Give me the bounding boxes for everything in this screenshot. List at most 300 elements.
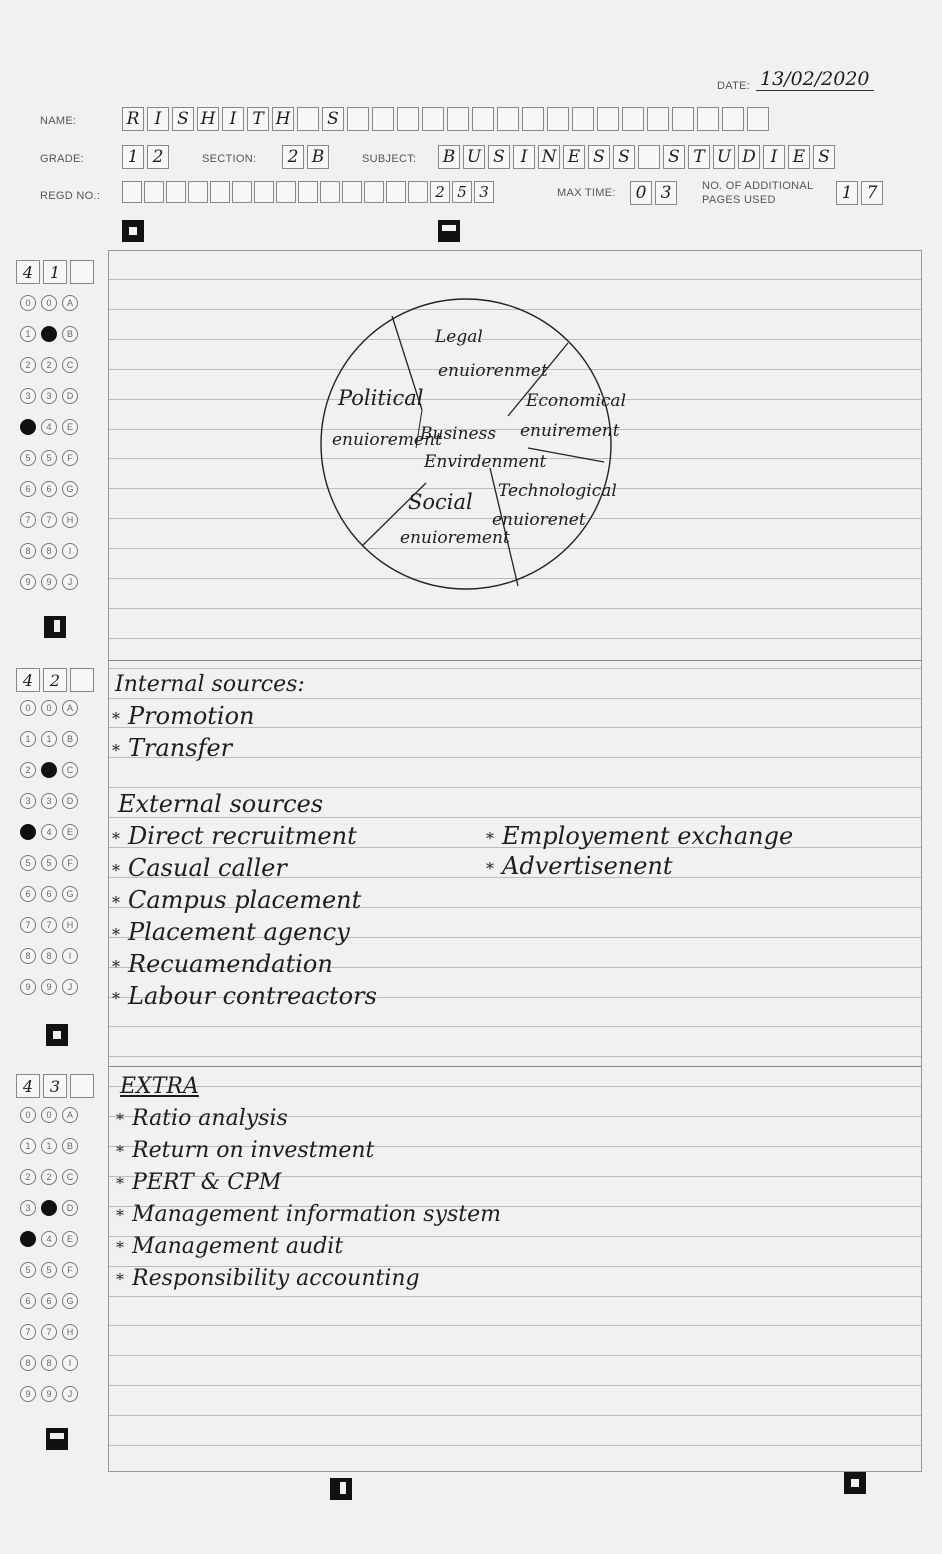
char-box: S	[172, 107, 194, 131]
char-box: S	[613, 145, 635, 169]
bubble-row	[20, 785, 83, 816]
answer-bubble[interactable]: 6	[20, 1293, 36, 1309]
date-label: DATE:	[717, 80, 751, 92]
answer-bubble[interactable]: 5	[41, 855, 57, 871]
answer-bubble[interactable]: 7	[41, 1324, 57, 1340]
answer-bubble[interactable]: 3	[41, 793, 57, 809]
answer-bubble[interactable]: 7	[41, 512, 57, 528]
char-box: 2	[147, 145, 169, 169]
answer-bubble[interactable]: 7	[20, 512, 36, 528]
bubble-row	[20, 349, 83, 380]
ruled-line	[109, 608, 921, 609]
bubble-row	[20, 318, 83, 349]
char-box: H	[197, 107, 219, 131]
answer-bubble[interactable]: 3	[20, 388, 36, 404]
segment-political-2: enuiorement	[332, 430, 442, 450]
answer-bubble[interactable]: J	[62, 574, 78, 590]
answer-bubble[interactable]: 0	[20, 295, 36, 311]
list-item-text: Ratio analysis	[132, 1106, 288, 1131]
answer-bubble[interactable]: 6	[41, 1293, 57, 1309]
answer-bubble[interactable]: 1	[41, 326, 57, 342]
list-item-text: Promotion	[128, 702, 255, 730]
bullet-star: *	[112, 925, 120, 944]
bubble-row	[20, 816, 83, 847]
char-box	[70, 1074, 94, 1098]
answer-bubble[interactable]: I	[62, 543, 78, 559]
char-box: D	[738, 145, 760, 169]
answer-bubble[interactable]: 5	[20, 450, 36, 466]
additional-pages-boxes	[836, 181, 886, 205]
ruled-line	[109, 698, 921, 699]
center-label-2: Envirdenment	[424, 452, 547, 472]
char-box: 1	[43, 260, 67, 284]
answer-bubble[interactable]: 1	[20, 731, 36, 747]
answer-bubble[interactable]: 8	[41, 543, 57, 559]
answer-bubble[interactable]: 2	[41, 762, 57, 778]
answer-bubble[interactable]: 6	[20, 481, 36, 497]
answer-bubble[interactable]: H	[62, 512, 78, 528]
char-box: 4	[16, 260, 40, 284]
segment-technological-1: Technological	[498, 481, 617, 501]
question-divider	[108, 660, 922, 661]
answer-bubble[interactable]: J	[62, 1386, 78, 1402]
list-item	[112, 702, 255, 730]
external-sources-heading: External sources	[118, 790, 324, 818]
char-box: N	[538, 145, 560, 169]
bullet-star: *	[112, 709, 120, 728]
answer-bubble[interactable]: J	[62, 979, 78, 995]
list-item	[486, 822, 793, 850]
char-box: U	[463, 145, 485, 169]
bubble-row	[20, 1192, 83, 1223]
segment-technological-2: enuiorenet	[492, 510, 586, 530]
char-box: S	[663, 145, 685, 169]
answer-bubble[interactable]: 8	[41, 948, 57, 964]
char-box: I	[763, 145, 785, 169]
answer-bubble[interactable]: B	[62, 1138, 78, 1154]
answer-bubble[interactable]: 7	[20, 1324, 36, 1340]
char-box	[232, 181, 252, 203]
ruled-line	[109, 1086, 921, 1087]
answer-bubble[interactable]: 2	[41, 1169, 57, 1185]
char-box	[297, 107, 319, 131]
answer-bubble[interactable]: 2	[41, 357, 57, 373]
bubble-row	[20, 1254, 83, 1285]
char-box: 4	[16, 1074, 40, 1098]
answer-bubble[interactable]: 6	[41, 886, 57, 902]
list-item-text: Direct recruitment	[128, 822, 357, 850]
segment-social-2: enuiorement	[400, 528, 510, 548]
char-box: S	[322, 107, 344, 131]
bubble-row	[20, 442, 83, 473]
segment-economical-1: Economical	[526, 391, 626, 411]
question-number-boxes	[16, 260, 97, 284]
answer-bubble[interactable]: 5	[20, 855, 36, 871]
answer-bubble[interactable]: D	[62, 1200, 78, 1216]
segment-political-1: Political	[338, 386, 424, 410]
answer-bubble[interactable]: 6	[41, 481, 57, 497]
answer-bubble[interactable]: E	[62, 1231, 78, 1247]
answer-bubble[interactable]: 1	[20, 326, 36, 342]
bullet-star: *	[112, 741, 120, 760]
bullet-star: *	[116, 1270, 124, 1289]
char-box	[342, 181, 362, 203]
list-item	[116, 1202, 501, 1227]
ruled-line	[109, 1385, 921, 1386]
answer-bubble[interactable]: 1	[20, 1138, 36, 1154]
char-box	[572, 107, 594, 131]
registration-marker	[844, 1472, 866, 1494]
answer-bubble[interactable]: C	[62, 1169, 78, 1185]
list-item-text: Campus placement	[128, 886, 362, 914]
answer-bubble[interactable]: 9	[20, 574, 36, 590]
name-boxes	[122, 107, 772, 131]
list-item	[116, 1170, 281, 1195]
answer-bubble[interactable]: 9	[41, 574, 57, 590]
answer-bubble[interactable]: 9	[41, 1386, 57, 1402]
answer-bubble[interactable]: 7	[41, 917, 57, 933]
answer-bubble[interactable]: C	[62, 357, 78, 373]
bubble-row	[20, 971, 83, 1002]
answer-bubble[interactable]: 0	[41, 295, 57, 311]
bubble-row	[20, 754, 83, 785]
answer-bubble[interactable]: 3	[41, 1200, 57, 1216]
date-value: 13/02/2020	[756, 68, 874, 91]
registration-marker	[44, 616, 66, 638]
ruled-line	[109, 668, 921, 669]
regd-boxes	[122, 181, 496, 203]
addl-label-2: PAGES USED	[702, 194, 776, 206]
char-box	[647, 107, 669, 131]
bubble-row	[20, 847, 83, 878]
char-box	[447, 107, 469, 131]
answer-bubble[interactable]: 5	[41, 1262, 57, 1278]
registration-marker	[46, 1024, 68, 1046]
char-box	[597, 107, 619, 131]
answer-bubble[interactable]: 0	[41, 700, 57, 716]
internal-sources-heading: Internal sources:	[115, 672, 305, 697]
list-item-text: Management information system	[132, 1202, 502, 1227]
char-box: 4	[16, 668, 40, 692]
bubble-row	[20, 473, 83, 504]
char-box	[472, 107, 494, 131]
answer-bubble[interactable]: 0	[20, 700, 36, 716]
answer-bubble[interactable]: C	[62, 762, 78, 778]
answer-bubble[interactable]: I	[62, 1355, 78, 1371]
list-item-text: Employement exchange	[502, 822, 794, 850]
char-box: H	[272, 107, 294, 131]
char-box	[372, 107, 394, 131]
char-box	[320, 181, 340, 203]
char-box	[622, 107, 644, 131]
answer-bubble[interactable]: 4	[20, 419, 36, 435]
list-item-text: Responsibility accounting	[132, 1266, 420, 1291]
registration-marker	[122, 220, 144, 242]
answer-bubble[interactable]: A	[62, 295, 78, 311]
answer-bubble[interactable]: 4	[20, 824, 36, 840]
answer-bubble[interactable]: F	[62, 1262, 78, 1278]
char-box	[722, 107, 744, 131]
answer-bubble[interactable]: 8	[20, 543, 36, 559]
list-item-text: PERT & CPM	[132, 1170, 282, 1195]
char-box: T	[247, 107, 269, 131]
bubble-row	[20, 940, 83, 971]
answer-bubble[interactable]: 1	[41, 731, 57, 747]
question-bubbles[interactable]	[20, 287, 83, 597]
bubble-row	[20, 1347, 83, 1378]
char-box	[547, 107, 569, 131]
segment-social-1: Social	[408, 490, 473, 514]
ruled-line	[109, 1355, 921, 1356]
maxtime-boxes	[630, 181, 680, 205]
char-box	[276, 181, 296, 203]
answer-bubble[interactable]: H	[62, 1324, 78, 1340]
bubble-row	[20, 909, 83, 940]
answer-bubble[interactable]: 2	[20, 762, 36, 778]
answer-bubble[interactable]: 3	[20, 793, 36, 809]
section-boxes	[282, 145, 332, 169]
ruled-line	[109, 1325, 921, 1326]
answer-bubble[interactable]: 8	[41, 1355, 57, 1371]
char-box: I	[222, 107, 244, 131]
question-bubbles[interactable]	[20, 692, 83, 1002]
char-box: E	[563, 145, 585, 169]
char-box: 3	[43, 1074, 67, 1098]
bullet-star: *	[112, 957, 120, 976]
bullet-star: *	[112, 861, 120, 880]
answer-bubble[interactable]: 0	[20, 1107, 36, 1123]
answer-bubble[interactable]: 9	[20, 979, 36, 995]
question-divider	[108, 1066, 922, 1067]
char-box: 2	[282, 145, 304, 169]
bubble-row	[20, 878, 83, 909]
list-item	[116, 1106, 288, 1131]
list-item	[112, 822, 357, 850]
char-box	[210, 181, 230, 203]
bullet-star: *	[116, 1206, 124, 1225]
answer-bubble[interactable]: 7	[20, 917, 36, 933]
list-item-text: Management audit	[132, 1234, 344, 1259]
bullet-star: *	[486, 829, 494, 848]
char-box: 3	[655, 181, 677, 205]
subject-boxes	[438, 145, 838, 169]
char-box	[347, 107, 369, 131]
bubble-row	[20, 287, 83, 318]
question-bubbles[interactable]	[20, 1099, 83, 1409]
answer-bubble[interactable]: 3	[41, 388, 57, 404]
answer-bubble[interactable]: 9	[41, 979, 57, 995]
answer-bubble[interactable]: 9	[20, 1386, 36, 1402]
answer-bubble[interactable]: G	[62, 481, 78, 497]
char-box: I	[147, 107, 169, 131]
char-box	[397, 107, 419, 131]
answer-bubble[interactable]: 5	[41, 450, 57, 466]
char-box: 1	[836, 181, 858, 205]
char-box	[747, 107, 769, 131]
char-box	[697, 107, 719, 131]
answer-bubble[interactable]: B	[62, 326, 78, 342]
answer-bubble[interactable]: 1	[41, 1138, 57, 1154]
char-box	[408, 181, 428, 203]
regd-label: REGD NO.:	[40, 190, 101, 202]
bubble-row	[20, 535, 83, 566]
list-item-text: Labour contreactors	[128, 982, 377, 1010]
char-box: 1	[122, 145, 144, 169]
answer-bubble[interactable]: G	[62, 886, 78, 902]
bubble-row	[20, 1130, 83, 1161]
list-item	[116, 1234, 343, 1259]
list-item-text: Advertisenent	[502, 852, 673, 880]
answer-bubble[interactable]: H	[62, 917, 78, 933]
registration-marker	[330, 1478, 352, 1500]
answer-bubble[interactable]: 2	[20, 1169, 36, 1185]
char-box: 2	[43, 668, 67, 692]
name-label: NAME:	[40, 115, 77, 127]
section-label: SECTION:	[202, 153, 257, 165]
char-box	[638, 145, 660, 169]
char-box: S	[588, 145, 610, 169]
char-box: U	[713, 145, 735, 169]
list-item	[112, 886, 361, 914]
list-item	[112, 918, 350, 946]
list-item	[112, 950, 333, 978]
bullet-star: *	[116, 1110, 124, 1129]
bubble-row	[20, 380, 83, 411]
list-item	[112, 854, 287, 882]
addl-label-1: NO. OF ADDITIONAL	[702, 180, 814, 192]
bubble-row	[20, 1316, 83, 1347]
grade-label: GRADE:	[40, 153, 84, 165]
answer-bubble[interactable]: 5	[20, 1262, 36, 1278]
list-item	[112, 734, 232, 762]
center-label-1: Business	[420, 424, 497, 444]
ruled-line	[109, 1026, 921, 1027]
answer-bubble[interactable]: 8	[20, 1355, 36, 1371]
bullet-star: *	[116, 1142, 124, 1161]
extra-heading: EXTRA	[120, 1074, 199, 1099]
char-box	[497, 107, 519, 131]
bubble-row	[20, 1378, 83, 1409]
char-box	[422, 107, 444, 131]
answer-bubble[interactable]: D	[62, 388, 78, 404]
answer-bubble[interactable]: F	[62, 450, 78, 466]
char-box: T	[688, 145, 710, 169]
char-box: 5	[452, 181, 472, 203]
question-number-boxes	[16, 1074, 97, 1098]
bubble-row	[20, 1099, 83, 1130]
answer-bubble[interactable]: I	[62, 948, 78, 964]
char-box: R	[122, 107, 144, 131]
bubble-row	[20, 1285, 83, 1316]
answer-bubble[interactable]: A	[62, 700, 78, 716]
answer-bubble[interactable]: D	[62, 793, 78, 809]
segment-legal-1: Legal	[435, 327, 483, 347]
char-box: B	[438, 145, 460, 169]
answer-bubble[interactable]: B	[62, 731, 78, 747]
list-item-text: Casual caller	[128, 854, 287, 882]
bullet-star: *	[116, 1174, 124, 1193]
char-box	[522, 107, 544, 131]
list-item	[486, 852, 673, 880]
answer-bubble[interactable]: F	[62, 855, 78, 871]
ruled-line	[109, 787, 921, 788]
ruled-line	[109, 1415, 921, 1416]
answer-bubble[interactable]: 4	[41, 419, 57, 435]
bullet-star: *	[112, 989, 120, 1008]
bullet-star: *	[112, 829, 120, 848]
char-box	[672, 107, 694, 131]
list-item	[116, 1138, 374, 1163]
list-item	[116, 1266, 420, 1291]
answer-bubble[interactable]: 4	[41, 1231, 57, 1247]
bubble-row	[20, 692, 83, 723]
char-box: 7	[861, 181, 883, 205]
bubble-row	[20, 1223, 83, 1254]
bubble-row	[20, 566, 83, 597]
segment-economical-2: enuirement	[520, 421, 620, 441]
bubble-row	[20, 723, 83, 754]
answer-bubble[interactable]: 3	[20, 1200, 36, 1216]
char-box: 0	[630, 181, 652, 205]
char-box	[364, 181, 384, 203]
answer-bubble[interactable]: 2	[20, 357, 36, 373]
bullet-star: *	[486, 859, 494, 878]
char-box	[254, 181, 274, 203]
bubble-row	[20, 504, 83, 535]
bubble-row	[20, 1161, 83, 1192]
answer-bubble[interactable]: A	[62, 1107, 78, 1123]
ruled-line	[109, 638, 921, 639]
char-box	[70, 260, 94, 284]
ruled-line	[109, 1445, 921, 1446]
answer-bubble[interactable]: E	[62, 419, 78, 435]
answer-bubble[interactable]: E	[62, 824, 78, 840]
segment-legal-2: enuiorenmet	[438, 361, 548, 381]
char-box: E	[788, 145, 810, 169]
char-box	[298, 181, 318, 203]
question-number-boxes	[16, 668, 97, 692]
subject-label: SUBJECT:	[362, 153, 417, 165]
list-item-text: Placement agency	[128, 918, 350, 946]
char-box: S	[813, 145, 835, 169]
char-box	[122, 181, 142, 203]
char-box: I	[513, 145, 535, 169]
registration-marker	[438, 220, 460, 242]
ruled-line	[109, 1296, 921, 1297]
char-box	[70, 668, 94, 692]
char-box	[144, 181, 164, 203]
char-box: B	[307, 145, 329, 169]
answer-bubble[interactable]: G	[62, 1293, 78, 1309]
bullet-star: *	[112, 893, 120, 912]
answer-bubble[interactable]: 6	[20, 886, 36, 902]
answer-bubble[interactable]: 4	[20, 1231, 36, 1247]
bubble-row	[20, 411, 83, 442]
char-box: S	[488, 145, 510, 169]
answer-bubble[interactable]: 0	[41, 1107, 57, 1123]
char-box	[166, 181, 186, 203]
list-item-text: Transfer	[128, 734, 233, 762]
list-item	[112, 982, 377, 1010]
maxtime-label: MAX TIME:	[557, 187, 616, 199]
char-box: 3	[474, 181, 494, 203]
ruled-line	[109, 1056, 921, 1057]
char-box	[188, 181, 208, 203]
ruled-line	[109, 279, 921, 280]
answer-bubble[interactable]: 4	[41, 824, 57, 840]
char-box: 2	[430, 181, 450, 203]
answer-bubble[interactable]: 8	[20, 948, 36, 964]
